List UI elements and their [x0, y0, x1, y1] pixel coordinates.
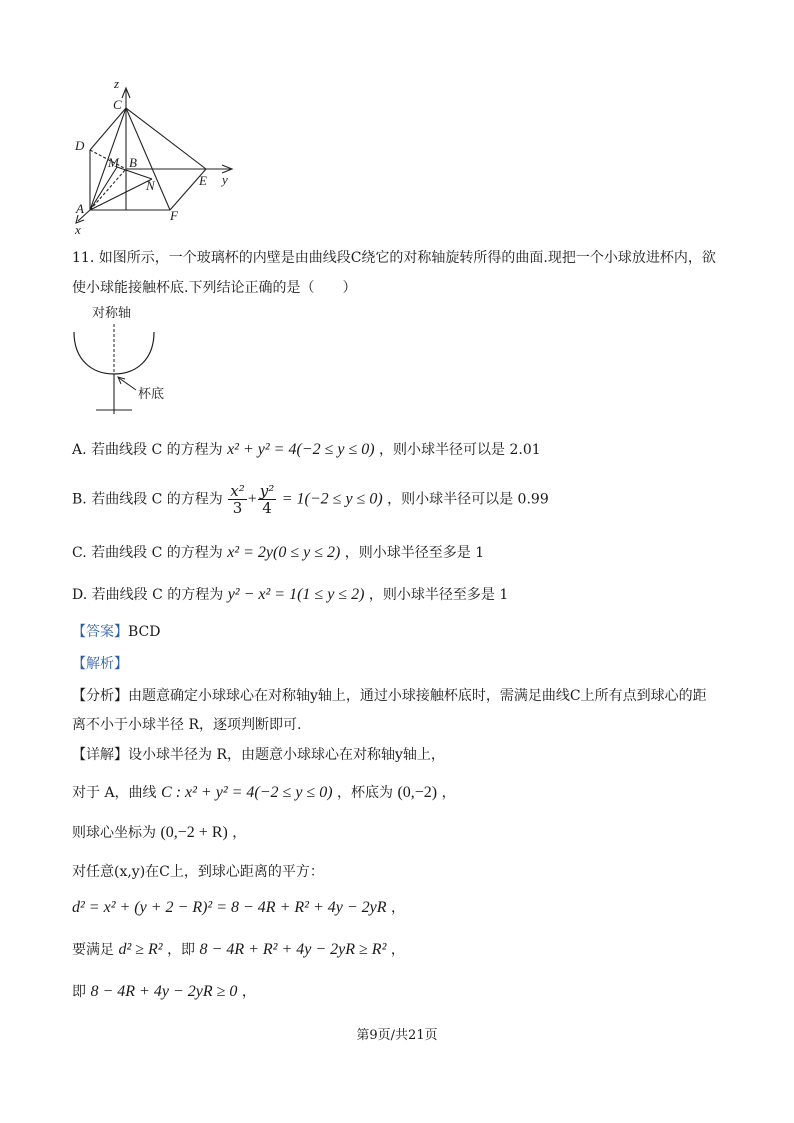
detail-line4-text: 对任意(x,y)在C上，到球心距离的平方： [72, 864, 324, 880]
label-N: N [146, 178, 155, 193]
fenxi-line1 [72, 686, 707, 706]
option-b-equation-tail: = 1(−2 ≤ y ≤ 0) [281, 490, 383, 508]
detail-line6-mid: ，即 [167, 942, 196, 958]
cup-axis-label: 对称轴 [92, 305, 132, 320]
question-stem-text1: 如图所示，一个玻璃杯的内壁是由曲线段C绕它的对称轴旋转所得的曲面.现把一个小球放进杯内，欲 [98, 250, 716, 266]
detail-line2-mid: ，杯底为 [336, 785, 393, 801]
label-B: B [129, 155, 137, 170]
option-c-equation: x² = 2y(0 ≤ y ≤ 2) [227, 544, 341, 561]
detail-line3-pre: 则球心坐标为 [72, 825, 156, 841]
option-a-pre: A. 若曲线段 C 的方程为 [72, 442, 223, 458]
option-a-post: ，则小球半径可以是 2.01 [379, 442, 541, 458]
detail-line3 [72, 823, 246, 843]
option-b-frac1 [228, 483, 246, 516]
option-b-post: ，则小球半径可以是 0.99 [387, 491, 549, 508]
option-d-post: ，则小球半径至多是 1 [368, 587, 509, 603]
detail-line2-point: (0,−2) [397, 784, 438, 801]
detail-text1: 设小球半径为 R，由题意小球球心在对称轴y轴上， [128, 747, 445, 763]
answer-value: BCD [128, 624, 161, 640]
option-b: B. 若曲线段 C 的方程为 $\frac{\text{x²}}{3}$ + $\frac{\text{y²}}{4}$ = 1(−2 ≤ y ≤ 0) ，则小球半径可以是 0.99 [72, 482, 549, 517]
detail-line2-post: ， [441, 785, 456, 801]
label-x: x [75, 222, 81, 237]
cup-bottom-label: 杯底 [138, 386, 165, 401]
detail-line6-pre: 要满足 [72, 942, 114, 958]
label-y: y [222, 172, 228, 187]
option-a [72, 440, 541, 460]
detail-line6-equation2: 8 − 4R + R² + 4y − 2yR ≥ R² [199, 941, 387, 958]
label-F: F [170, 208, 178, 223]
detail-line5-post: ， [390, 900, 405, 916]
detail-line5 [72, 898, 405, 918]
detail-line2-pre: 对于 A，曲线 [72, 785, 157, 801]
edge-CE [126, 108, 206, 169]
edge-AB-dashed [90, 169, 126, 210]
label-C: C [113, 97, 122, 112]
option-c-post: ，则小球半径至多是 1 [344, 545, 485, 561]
label-z: z [114, 78, 120, 91]
bottom-pointer [119, 378, 136, 390]
frac2-num: y² [259, 482, 275, 500]
frac2-den: 4 [262, 499, 272, 517]
label-E: E [199, 173, 207, 188]
cup-curve [74, 332, 154, 374]
frac1-den: 3 [232, 499, 243, 517]
edge-DC [90, 108, 126, 150]
detail-line3-point: (0,−2 + R) [160, 824, 228, 841]
label-A: A [76, 201, 84, 216]
fenxi-text1: 由题意确定小球球心在对称轴y轴上，通过小球接触杯底时，需满足曲线C上所有点到球心的距 [128, 688, 707, 704]
detail-tag: 【详解】 [72, 747, 128, 763]
question-number: 11. [72, 250, 95, 266]
option-d [72, 585, 508, 605]
option-b-pre: B. 若曲线段 C 的方程为 [72, 491, 223, 508]
detail-line5-equation: d² = x² + (y + 2 − R)² = 8 − 4R + R² + 4y − 2yR [72, 899, 387, 916]
geometry-3d-figure [70, 78, 240, 238]
detail-line7-equation: 8 − 4R + 4y − 2yR ≥ 0 [90, 983, 238, 1000]
detail-line1 [72, 745, 445, 765]
fenxi-line2 [72, 715, 301, 735]
detail-line7-pre: 即 [72, 984, 86, 1000]
option-c [72, 543, 484, 563]
detail-line7 [72, 982, 256, 1002]
label-M: M [108, 155, 119, 170]
label-D: D [75, 138, 85, 153]
question-stem-line1 [72, 248, 716, 268]
detail-line6 [72, 940, 405, 960]
detail-line6-post: ， [390, 942, 405, 958]
frac1-num: x² [230, 482, 245, 500]
fenxi-text2: 离不小于小球半径 R，逐项判断即可. [72, 717, 302, 733]
option-c-pre: C. 若曲线段 C 的方程为 [72, 545, 223, 561]
fenxi-tag: 【分析】 [72, 688, 128, 704]
answer-line [72, 622, 160, 642]
option-b-frac2 [258, 483, 277, 516]
detail-line2-equation: C : x² + y² = 4(−2 ≤ y ≤ 0) [161, 784, 333, 801]
option-d-equation: y² − x² = 1(1 ≤ y ≤ 2) [227, 586, 365, 603]
detail-line2 [72, 783, 456, 803]
question-stem-line2 [72, 278, 356, 298]
detail-line4 [72, 862, 324, 882]
page-footer: 第9页/共21页 [356, 1028, 438, 1043]
detail-line6-equation1: d² ≥ R² [118, 941, 163, 958]
option-d-pre: D. 若曲线段 C 的方程为 [72, 587, 224, 603]
detail-line3-post: ， [232, 825, 247, 841]
detail-line7-post: ， [241, 984, 256, 1000]
analysis-tag: 【解析】 [72, 656, 128, 672]
answer-tag: 【答案】 [72, 624, 128, 640]
cup-figure [68, 302, 188, 422]
question-stem-text2: 使小球能接触杯底.下列结论正确的是（ ） [72, 280, 357, 296]
analysis-tag-line [72, 654, 128, 674]
option-a-equation: x² + y² = 4(−2 ≤ y ≤ 0) [227, 441, 375, 458]
